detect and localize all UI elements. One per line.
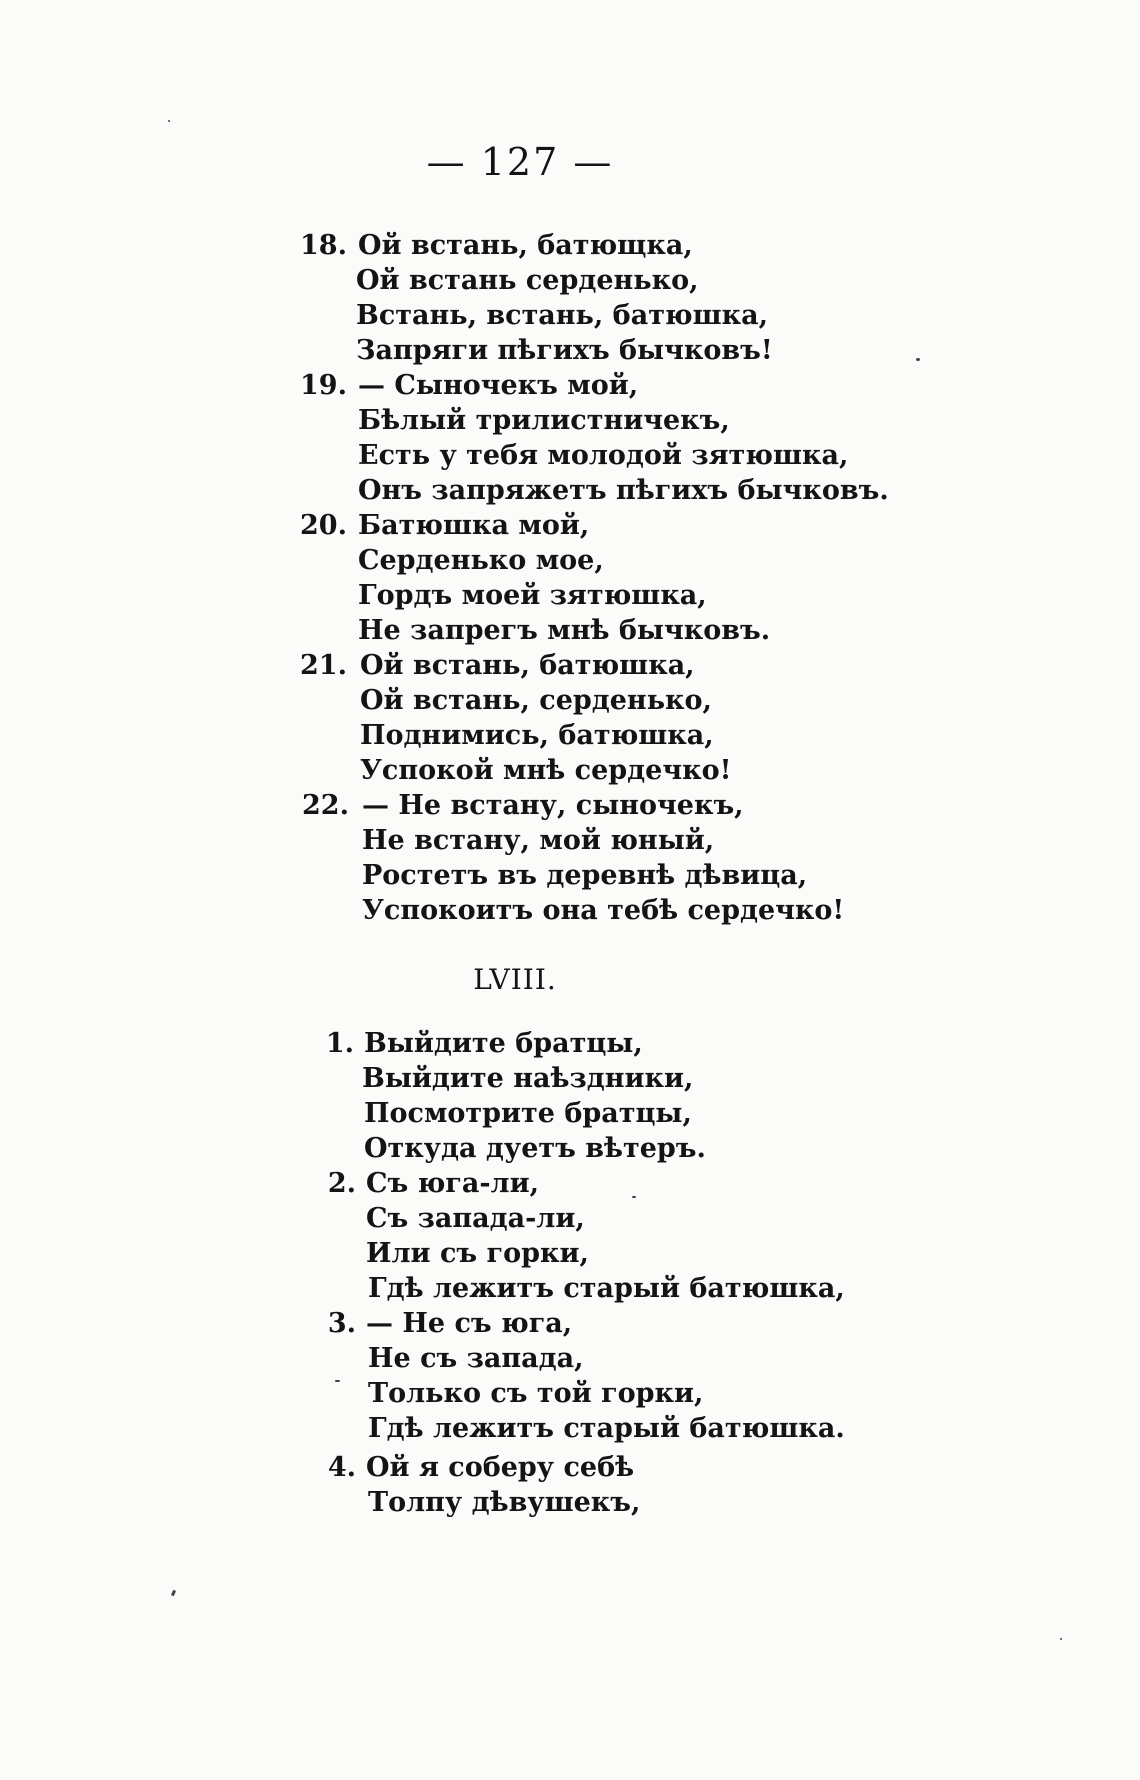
- verse-line: Гдѣ лежитъ старый батюшка,: [368, 1273, 845, 1304]
- verse-line: Не запрегъ мнѣ бычковъ.: [358, 615, 771, 646]
- verse-line: Или съ горки,: [366, 1238, 589, 1269]
- stanza-number: 20.: [300, 510, 347, 541]
- verse-line: Ой встань серденько,: [356, 265, 699, 296]
- verse-line: Успокоитъ она тебѣ сердечко!: [362, 895, 845, 926]
- verse-line: Только съ той горки,: [368, 1378, 704, 1409]
- verse-line: Не встану, мой юный,: [362, 825, 715, 856]
- verse-line: Поднимись, батюшка,: [360, 720, 714, 751]
- verse-line: Ой встань, серденько,: [360, 685, 712, 716]
- verse-line: Выйдите наѣздники,: [362, 1063, 694, 1094]
- verse-line: Успокой мнѣ сердечко!: [360, 755, 732, 786]
- verse-line: Съ запада-ли,: [366, 1203, 585, 1234]
- stanza-number: 19.: [300, 370, 347, 401]
- stanza-number: 22.: [302, 790, 349, 821]
- verse-line: Серденько мое,: [358, 545, 604, 576]
- stanza-number: 3.: [327, 1308, 356, 1339]
- stanza-number: 1.: [325, 1028, 354, 1059]
- verse-line: Запряги пѣгихъ бычковъ!: [356, 335, 773, 366]
- verse-line: Толпу дѣвушекъ,: [368, 1487, 641, 1518]
- verse-line: Есть у тебя молодой зятюшка,: [358, 440, 849, 471]
- scan-speck: [168, 120, 170, 122]
- verse-line: Выйдите братцы,: [364, 1028, 643, 1059]
- verse-line: Ой встань, батющка,: [358, 230, 693, 261]
- verse-line: Откуда дуетъ вѣтеръ.: [364, 1133, 706, 1164]
- stanza-number: 2.: [327, 1168, 356, 1199]
- scan-speck: [632, 1196, 636, 1198]
- verse-line: Ой я соберу себѣ: [366, 1452, 635, 1483]
- stanza-number: 18.: [300, 230, 347, 261]
- scan-speck: [916, 358, 920, 361]
- verse-line: Бѣлый трилистничекъ,: [358, 405, 730, 436]
- section-title: LVIII.: [473, 963, 557, 996]
- verse-line: Батюшка мой,: [358, 510, 590, 541]
- stanza-number: 4.: [327, 1452, 356, 1483]
- verse-line: Съ юга-ли,: [366, 1168, 539, 1199]
- scan-speck: [335, 1380, 340, 1382]
- verse-line: Встань, встань, батюшка,: [356, 300, 769, 331]
- verse-line: Гордъ моей зятюшка,: [358, 580, 707, 611]
- page-number: — 127 —: [426, 140, 614, 184]
- stanza-number: 21.: [300, 650, 347, 681]
- verse-line: — Сыночекъ мой,: [358, 370, 639, 401]
- verse-line: Ой встань, батюшка,: [360, 650, 695, 681]
- verse-line: — Не встану, сыночекъ,: [362, 790, 744, 821]
- scan-speck: [1060, 1638, 1062, 1640]
- verse-line: — Не съ юга,: [366, 1308, 573, 1339]
- scan-speck: [171, 1590, 176, 1597]
- verse-line: Посмотрите братцы,: [364, 1098, 692, 1129]
- verse-line: Онъ запряжетъ пѣгихъ бычковъ.: [358, 475, 889, 506]
- verse-line: Гдѣ лежитъ старый батюшка.: [368, 1413, 845, 1444]
- verse-line: Не съ запада,: [368, 1343, 584, 1374]
- verse-line: Ростетъ въ деревнѣ дѣвица,: [362, 860, 808, 891]
